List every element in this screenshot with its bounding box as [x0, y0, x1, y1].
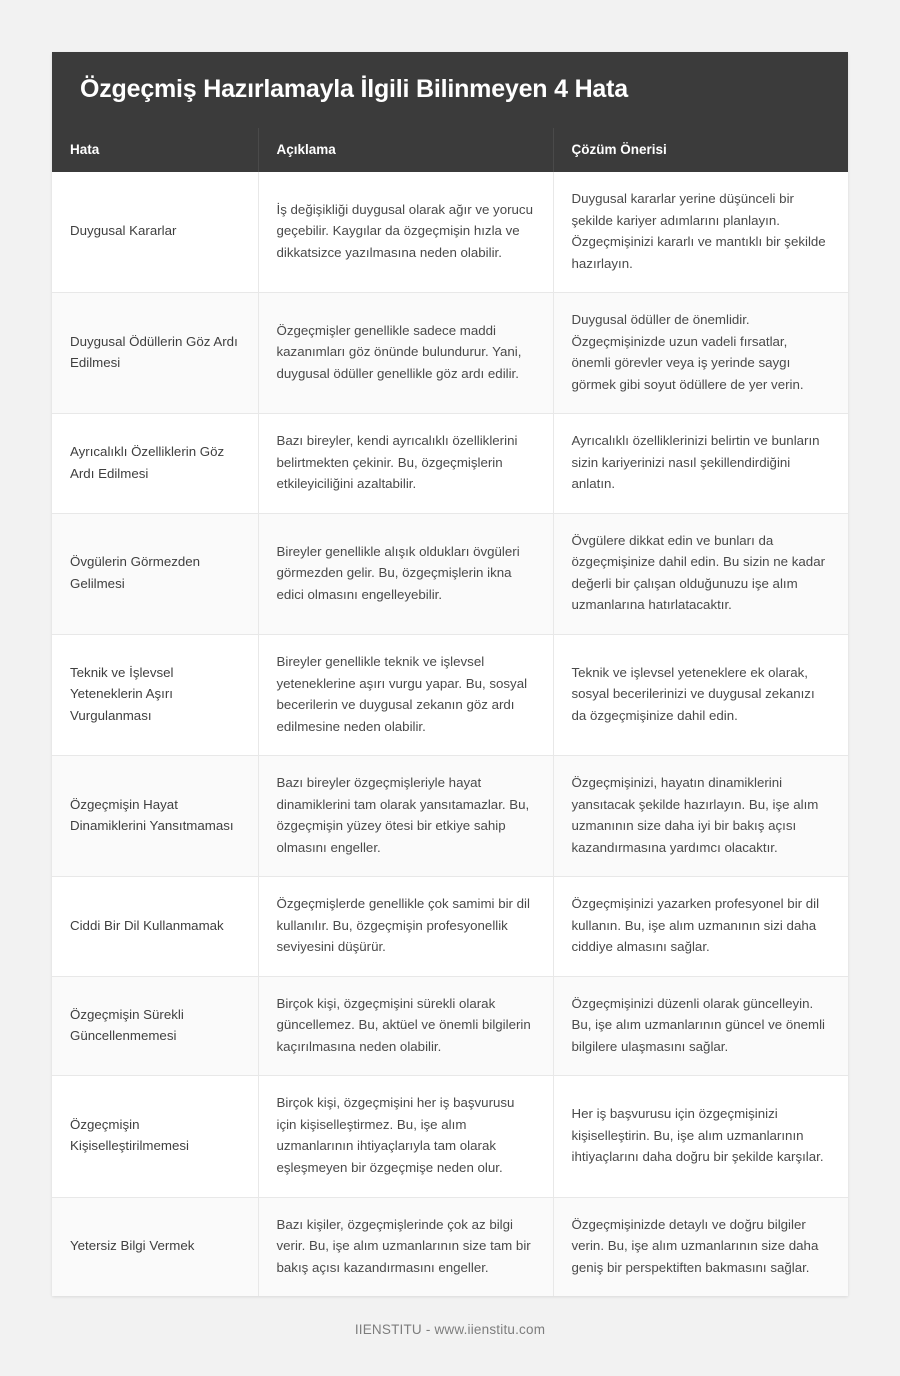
table-row — [52, 634, 848, 755]
cell-cozum: Duygusal kararlar yerine düşünceli bir şekilde kariyer adımlarını planlayın. Özgeçmişinizi kararlı ve mantıklı bir şekilde hazırlayın. — [553, 172, 848, 293]
table-row — [52, 172, 848, 293]
cell-hata: Teknik ve İşlevsel Yeteneklerin Aşırı Vurgulanması — [52, 634, 258, 755]
column-header-hata: Hata — [52, 128, 258, 172]
table-row — [52, 293, 848, 414]
cell-aciklama: Bazı bireyler özgeçmişleriyle hayat dinamiklerini tam olarak yansıtamazlar. Bu, özgeçmişin yüzey ötesi bir etkiye sahip olmasını engeller. — [258, 756, 553, 877]
table-header-row — [52, 128, 848, 172]
cell-hata: Ciddi Bir Dil Kullanmamak — [52, 877, 258, 977]
cell-aciklama: Bazı bireyler, kendi ayrıcalıklı özelliklerini belirtmekten çekinir. Bu, özgeçmişlerin etkileyiciliğini azaltabilir. — [258, 414, 553, 514]
cell-aciklama: Bazı kişiler, özgeçmişlerinde çok az bilgi verir. Bu, işe alım uzmanlarının size tam bir bakış açısı kazandırmasını engeller. — [258, 1197, 553, 1296]
cell-aciklama: Bireyler genellikle teknik ve işlevsel yeteneklerine aşırı vurgu yapar. Bu, sosyal becerilerin ve duygusal zekanın göz ardı edilmesine neden olabilir. — [258, 634, 553, 755]
cell-cozum: Özgeçmişinizi, hayatın dinamiklerini yansıtacak şekilde hazırlayın. Bu, işe alım uzmanının size daha iyi bir bakış açısı kazandırmasına yardımcı olacaktır. — [553, 756, 848, 877]
cell-hata: Ayrıcalıklı Özelliklerin Göz Ardı Edilmesi — [52, 414, 258, 514]
table-row — [52, 976, 848, 1076]
table-body — [52, 172, 848, 1296]
cell-cozum: Övgülere dikkat edin ve bunları da özgeçmişinize dahil edin. Bu sizin ne kadar değerli bir çalışan olduğunuzu işe alım uzmanlarına hatırlatacaktır. — [553, 513, 848, 634]
cell-aciklama: Bireyler genellikle alışık oldukları övgüleri görmezden gelir. Bu, özgeçmişlerin ikna edici olmasını engelleyebilir. — [258, 513, 553, 634]
cell-hata: Duygusal Kararlar — [52, 172, 258, 293]
column-header-cozum: Çözüm Önerisi — [553, 128, 848, 172]
table-row — [52, 1197, 848, 1296]
table-row — [52, 756, 848, 877]
cell-aciklama: Birçok kişi, özgeçmişini her iş başvurusu için kişiselleştirmez. Bu, işe alım uzmanlarının ihtiyaçlarıyla tam olarak eşleşmeyen bir özgeçmişe neden olur. — [258, 1076, 553, 1197]
cell-cozum: Ayrıcalıklı özelliklerinizi belirtin ve bunların sizin kariyerinizi nasıl şekillendirdiğini anlatın. — [553, 414, 848, 514]
cell-hata: Özgeçmişin Sürekli Güncellenmemesi — [52, 976, 258, 1076]
cell-cozum: Özgeçmişinizi yazarken profesyonel bir dil kullanın. Bu, işe alım uzmanının sizi daha ciddiye almasını sağlar. — [553, 877, 848, 977]
cell-aciklama: Özgeçmişler genellikle sadece maddi kazanımları göz önünde bulundurur. Yani, duygusal ödüller genellikle göz ardı edilir. — [258, 293, 553, 414]
cell-aciklama: İş değişikliği duygusal olarak ağır ve yorucu geçebilir. Kaygılar da özgeçmişin hızla ve dikkatsizce yazılmasına neden olabilir. — [258, 172, 553, 293]
cell-hata: Özgeçmişin Kişiselleştirilmemesi — [52, 1076, 258, 1197]
cell-aciklama: Özgeçmişlerde genellikle çok samimi bir dil kullanılır. Bu, özgeçmişin profesyonellik seviyesini düşürür. — [258, 877, 553, 977]
infographic-card — [52, 52, 848, 1296]
table-row — [52, 877, 848, 977]
cell-cozum: Özgeçmişinizi düzenli olarak güncelleyin. Bu, işe alım uzmanlarının güncel ve önemli bilgilere ulaşmasını sağlar. — [553, 976, 848, 1076]
cell-cozum: Teknik ve işlevsel yeteneklere ek olarak, sosyal becerilerinizi ve duygusal zekanızı da özgeçmişinize dahil edin. — [553, 634, 848, 755]
mistakes-table — [52, 128, 848, 1296]
cell-hata: Övgülerin Görmezden Gelilmesi — [52, 513, 258, 634]
title-bar — [52, 52, 848, 128]
cell-aciklama: Birçok kişi, özgeçmişini sürekli olarak güncellemez. Bu, aktüel ve önemli bilgilerin kaçırılmasına neden olabilir. — [258, 976, 553, 1076]
table-row — [52, 1076, 848, 1197]
cell-hata: Yetersiz Bilgi Vermek — [52, 1197, 258, 1296]
table-header — [52, 128, 848, 172]
table-row — [52, 414, 848, 514]
table-row — [52, 513, 848, 634]
cell-cozum: Her iş başvurusu için özgeçmişinizi kişiselleştirin. Bu, işe alım uzmanlarının ihtiyaçlarını daha doğru bir şekilde karşılar. — [553, 1076, 848, 1197]
cell-hata: Duygusal Ödüllerin Göz Ardı Edilmesi — [52, 293, 258, 414]
column-header-aciklama: Açıklama — [258, 128, 553, 172]
footer-attribution: IIENSTITU - www.iienstitu.com — [354, 1322, 546, 1338]
cell-cozum: Duygusal ödüller de önemlidir. Özgeçmişinizde uzun vadeli fırsatlar, önemli görevler veya iş yerinde saygı görmek gibi soyut ödüllere de yer verin. — [553, 293, 848, 414]
page-title: Özgeçmiş Hazırlamayla İlgili Bilinmeyen 4 Hata — [80, 75, 628, 103]
cell-cozum: Özgeçmişinizde detaylı ve doğru bilgiler verin. Bu, işe alım uzmanlarının size daha geniş bir perspektiften bakmasını sağlar. — [553, 1197, 848, 1296]
cell-hata: Özgeçmişin Hayat Dinamiklerini Yansıtmaması — [52, 756, 258, 877]
